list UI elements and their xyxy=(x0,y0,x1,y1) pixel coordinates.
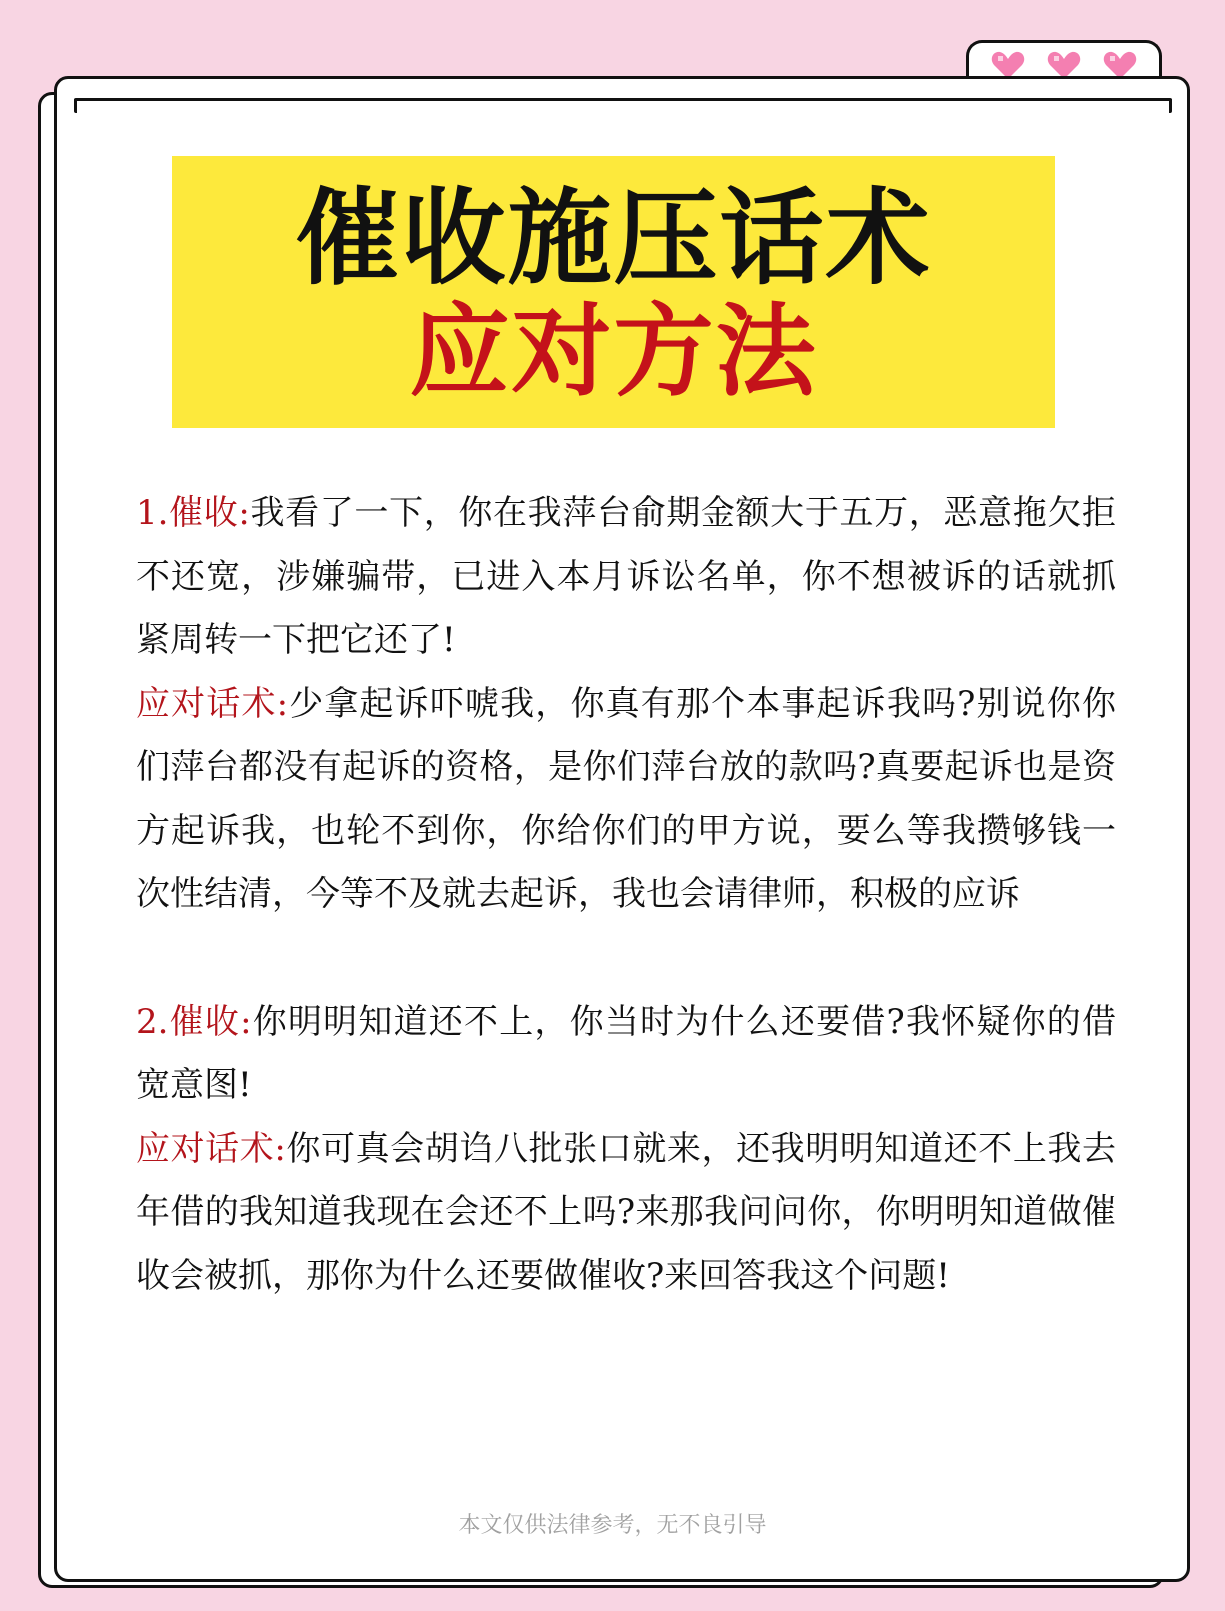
collector-label: 2.催收: xyxy=(136,1001,252,1042)
collector-text: 你明明知道还不上，你当时为什么还要借?我怀疑你的借宽意图! xyxy=(136,1001,1116,1105)
collector-text: 我看了一下，你在我萍台俞期金额大于五万，恶意拖欠拒不还宽，涉嫌骗带，已进入本月诉讼名单，你不想被诉的话就抓紧周转一下把它还了! xyxy=(136,493,1116,660)
response-text: 你可真会胡诌八批张口就来，还我明明知道还不上我去年借的我知道我现在会还不上吗?来那我问问你，你明明知道做催收会被抓，那你为什么还要做催收?来回答我这个问题! xyxy=(136,1128,1116,1296)
response-label: 应对话术: xyxy=(136,1128,286,1169)
page-title: 催收施压话术 xyxy=(295,177,932,299)
top-divider xyxy=(74,98,1172,113)
response-paragraph-1 xyxy=(136,673,1116,927)
disclaimer-footer: 本文仅供法律参考，无不良引导 xyxy=(458,1513,767,1538)
response-paragraph-2 xyxy=(136,1118,1116,1309)
collector-label: 1.催收: xyxy=(136,493,250,533)
article-body xyxy=(136,482,1116,1308)
page-subtitle: 应对方法 xyxy=(409,293,818,410)
response-text: 少拿起诉吓唬我，你真有那个本事起诉我吗?别说你你们萍台都没有起诉的资格，是你们萍台放的款吗?真要起诉也是资方起诉我，也轮不到你，你给你们的甲方说，要么等我攒够钱一次性结清，今等不及就去起诉，我也会请律师，积极的应诉 xyxy=(136,683,1116,914)
collector-paragraph-1 xyxy=(136,482,1116,673)
section-spacer xyxy=(136,927,1116,991)
title-banner xyxy=(172,156,1055,428)
collector-paragraph-2 xyxy=(136,991,1116,1118)
response-label: 应对话术: xyxy=(136,683,289,724)
